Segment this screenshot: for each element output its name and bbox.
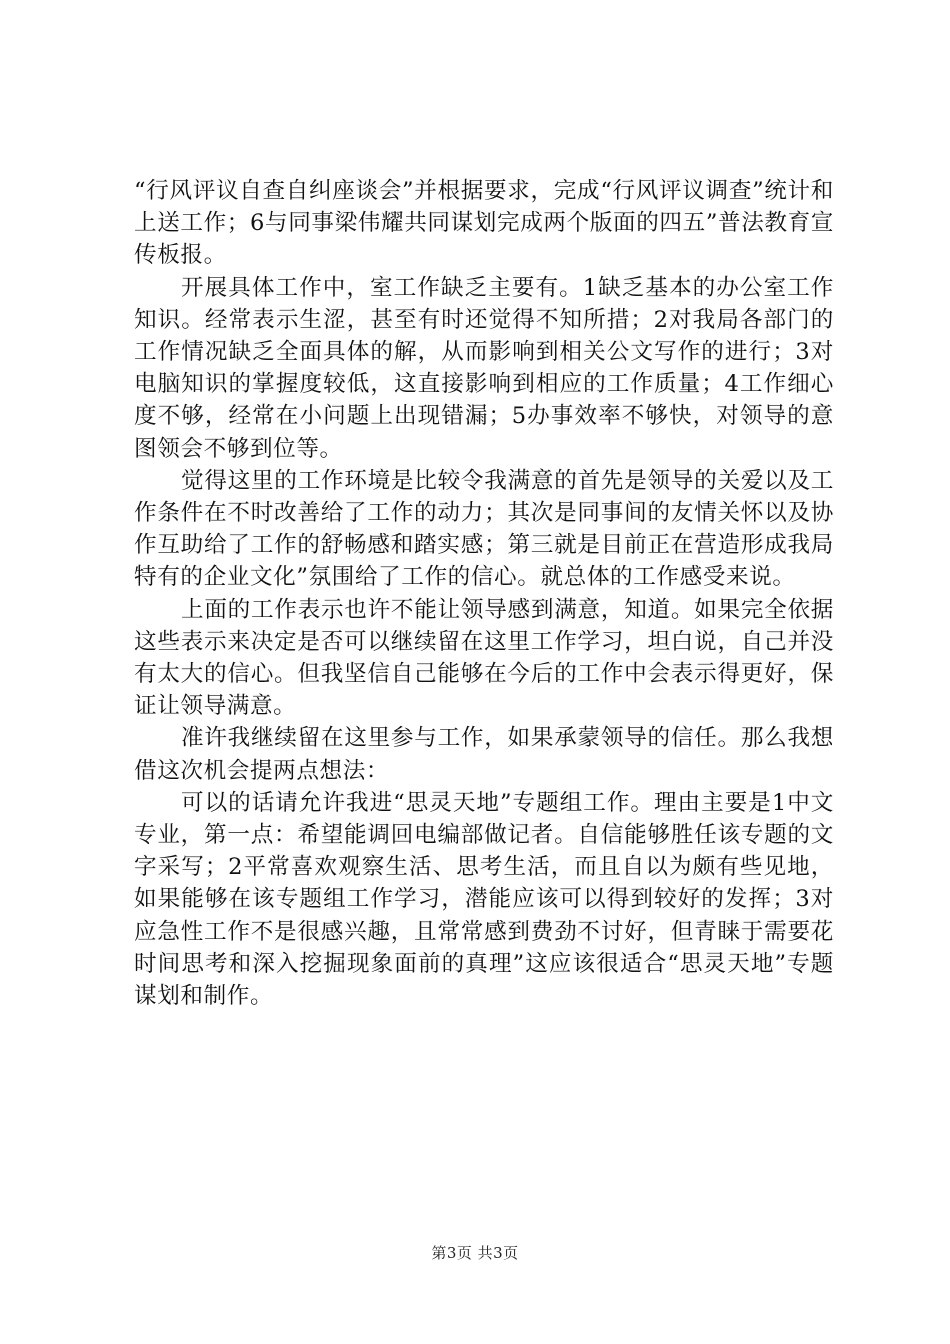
paragraph-5: 准许我继续留在这里参与工作，如果承蒙领导的信任。那么我想借这次机会提两点想法： xyxy=(134,725,834,784)
paragraph-1: “行风评议自查自纠座谈会”并根据要求，完成“行风评议调查”统计和上送工作；6与同事梁伟耀共同谋划完成两个版面的四五”普法教育宣传板报。 xyxy=(134,178,834,269)
paragraph-3: 觉得这里的工作环境是比较令我满意的首先是领导的关爱以及工作条件在不时改善给了工作的动力；其次是同事间的友情关怀以及协作互助给了工作的舒畅感和踏实感；第三就是目前正在营造形成我局特有的企业文化”氛围给了工作的信心。就总体的工作感受来说。 xyxy=(134,467,834,591)
paragraph-6: 可以的话请允许我进“思灵天地”专题组工作。理由主要是1中文专业，第一点：希望能调回电编部做记者。自信能够胜任该专题的文字采写；2平常喜欢观察生活、思考生活，而且自以为颇有些见地，如果能够在该专题组工作学习，潜能应该可以得到较好的发挥；3对应急性工作不是很感兴趣，且常常感到费劲不讨好，但青睐于需要花时间思考和深入挖掘现象面前的真理”这应该很适合“思灵天地”专题谋划和制作。 xyxy=(134,789,834,1010)
page-number-label: 第3页 共3页 xyxy=(431,1244,519,1262)
paragraph-2: 开展具体工作中，室工作缺乏主要有。1缺乏基本的办公室工作知识。经常表示生涩，甚至有时还觉得不知所措；2对我局各部门的工作情况缺乏全面具体的解，从而影响到相关公文写作的进行；3对电脑知识的掌握度较低，这直接影响到相应的工作质量；4工作细心度不够，经常在小问题上出现错漏；5办事效率不够快，对领导的意图领会不够到位等。 xyxy=(134,274,834,462)
paragraph-4: 上面的工作表示也许不能让领导感到满意，知道。如果完全依据这些表示来决定是否可以继续留在这里工作学习，坦白说，自己并没有太大的信心。但我坚信自己能够在今后的工作中会表示得更好，保证让领导满意。 xyxy=(134,596,834,720)
page-footer xyxy=(0,1243,950,1263)
document-body xyxy=(134,175,834,1012)
